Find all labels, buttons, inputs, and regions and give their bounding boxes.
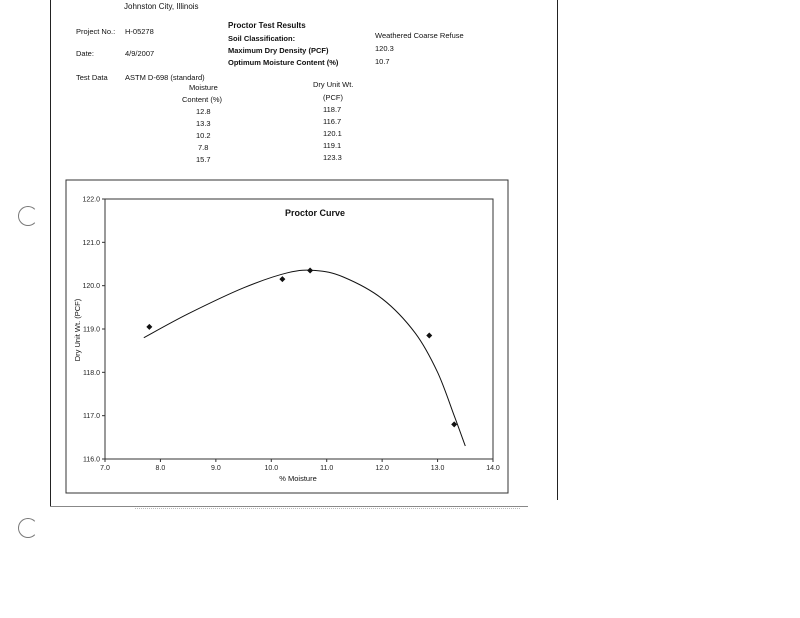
- x-axis-label: % Moisture: [279, 474, 317, 483]
- x-tick-label: 8.0: [155, 465, 166, 472]
- chart-outer-frame: [66, 180, 508, 493]
- y-tick-label: 118.0: [83, 369, 100, 377]
- project-value: H-05278: [125, 27, 154, 36]
- date-value: 4/9/2007: [125, 49, 155, 58]
- test-data-label: Test Data: [76, 73, 108, 82]
- optimum-moisture-value: 10.7: [375, 57, 390, 66]
- y-tick-label: 119.0: [83, 326, 100, 334]
- fitted-curve-line: [144, 270, 466, 446]
- x-tick-label: 7.0: [100, 465, 110, 472]
- y-tick-label: 116.0: [83, 456, 100, 464]
- y-tick-label: 121.0: [82, 239, 100, 247]
- table-cell-moisture: 12.8: [196, 107, 211, 116]
- moisture-header-line2: Content (%): [182, 95, 223, 104]
- test-data-value: ASTM D-698 (standard): [125, 73, 205, 82]
- x-tick-label: 14.0: [486, 465, 500, 472]
- y-tick-label: 120.0: [82, 283, 100, 291]
- table-cell-dry: 123.3: [323, 153, 342, 162]
- scan-artifact-line: [135, 508, 520, 510]
- table-cell-dry: 118.7: [323, 105, 342, 114]
- project-label: Project No.:: [76, 27, 116, 36]
- data-point-marker: [426, 333, 432, 339]
- soil-classification-label: Soil Classification:: [228, 34, 296, 43]
- x-tick-label: 12.0: [375, 465, 389, 472]
- x-tick-label: 13.0: [430, 465, 445, 472]
- data-point-marker: [279, 276, 285, 282]
- table-cell-dry: 120.1: [323, 129, 342, 138]
- dry-unit-header-line1: Dry Unit Wt.: [313, 80, 354, 89]
- table-cell-moisture: 15.7: [196, 155, 211, 164]
- x-tick-label: 11.0: [320, 465, 334, 472]
- y-tick-label: 122.0: [82, 196, 100, 204]
- table-cell-dry: 116.7: [323, 117, 342, 126]
- soil-classification-value: Weathered Coarse Refuse: [375, 31, 464, 40]
- location-text: Johnston City, Illinois: [124, 2, 199, 11]
- date-label: Date:: [76, 49, 94, 58]
- y-tick-label: 117.0: [83, 413, 100, 421]
- data-point-marker: [146, 324, 152, 330]
- y-axis-label: Dry Unit Wt. (PCF): [73, 298, 82, 362]
- data-point-marker: [307, 268, 313, 274]
- table-cell-moisture: 7.8: [198, 143, 209, 152]
- plot-area-frame: [105, 199, 493, 459]
- max-dry-density-label: Maximum Dry Density (PCF): [228, 46, 329, 55]
- moisture-header-line1: Moisture: [189, 83, 218, 92]
- optimum-moisture-label: Optimum Moisture Content (%): [228, 58, 339, 67]
- dry-unit-header-line2: (PCF): [323, 93, 343, 102]
- table-cell-dry: 119.1: [323, 141, 342, 150]
- x-tick-label: 9.0: [210, 465, 221, 472]
- table-cell-moisture: 10.2: [196, 131, 211, 140]
- chart-title: Proctor Curve: [284, 208, 346, 218]
- results-title: Proctor Test Results: [228, 21, 306, 30]
- max-dry-density-value: 120.3: [375, 44, 394, 53]
- x-tick-label: 10.0: [264, 465, 279, 472]
- table-cell-moisture: 13.3: [196, 119, 211, 128]
